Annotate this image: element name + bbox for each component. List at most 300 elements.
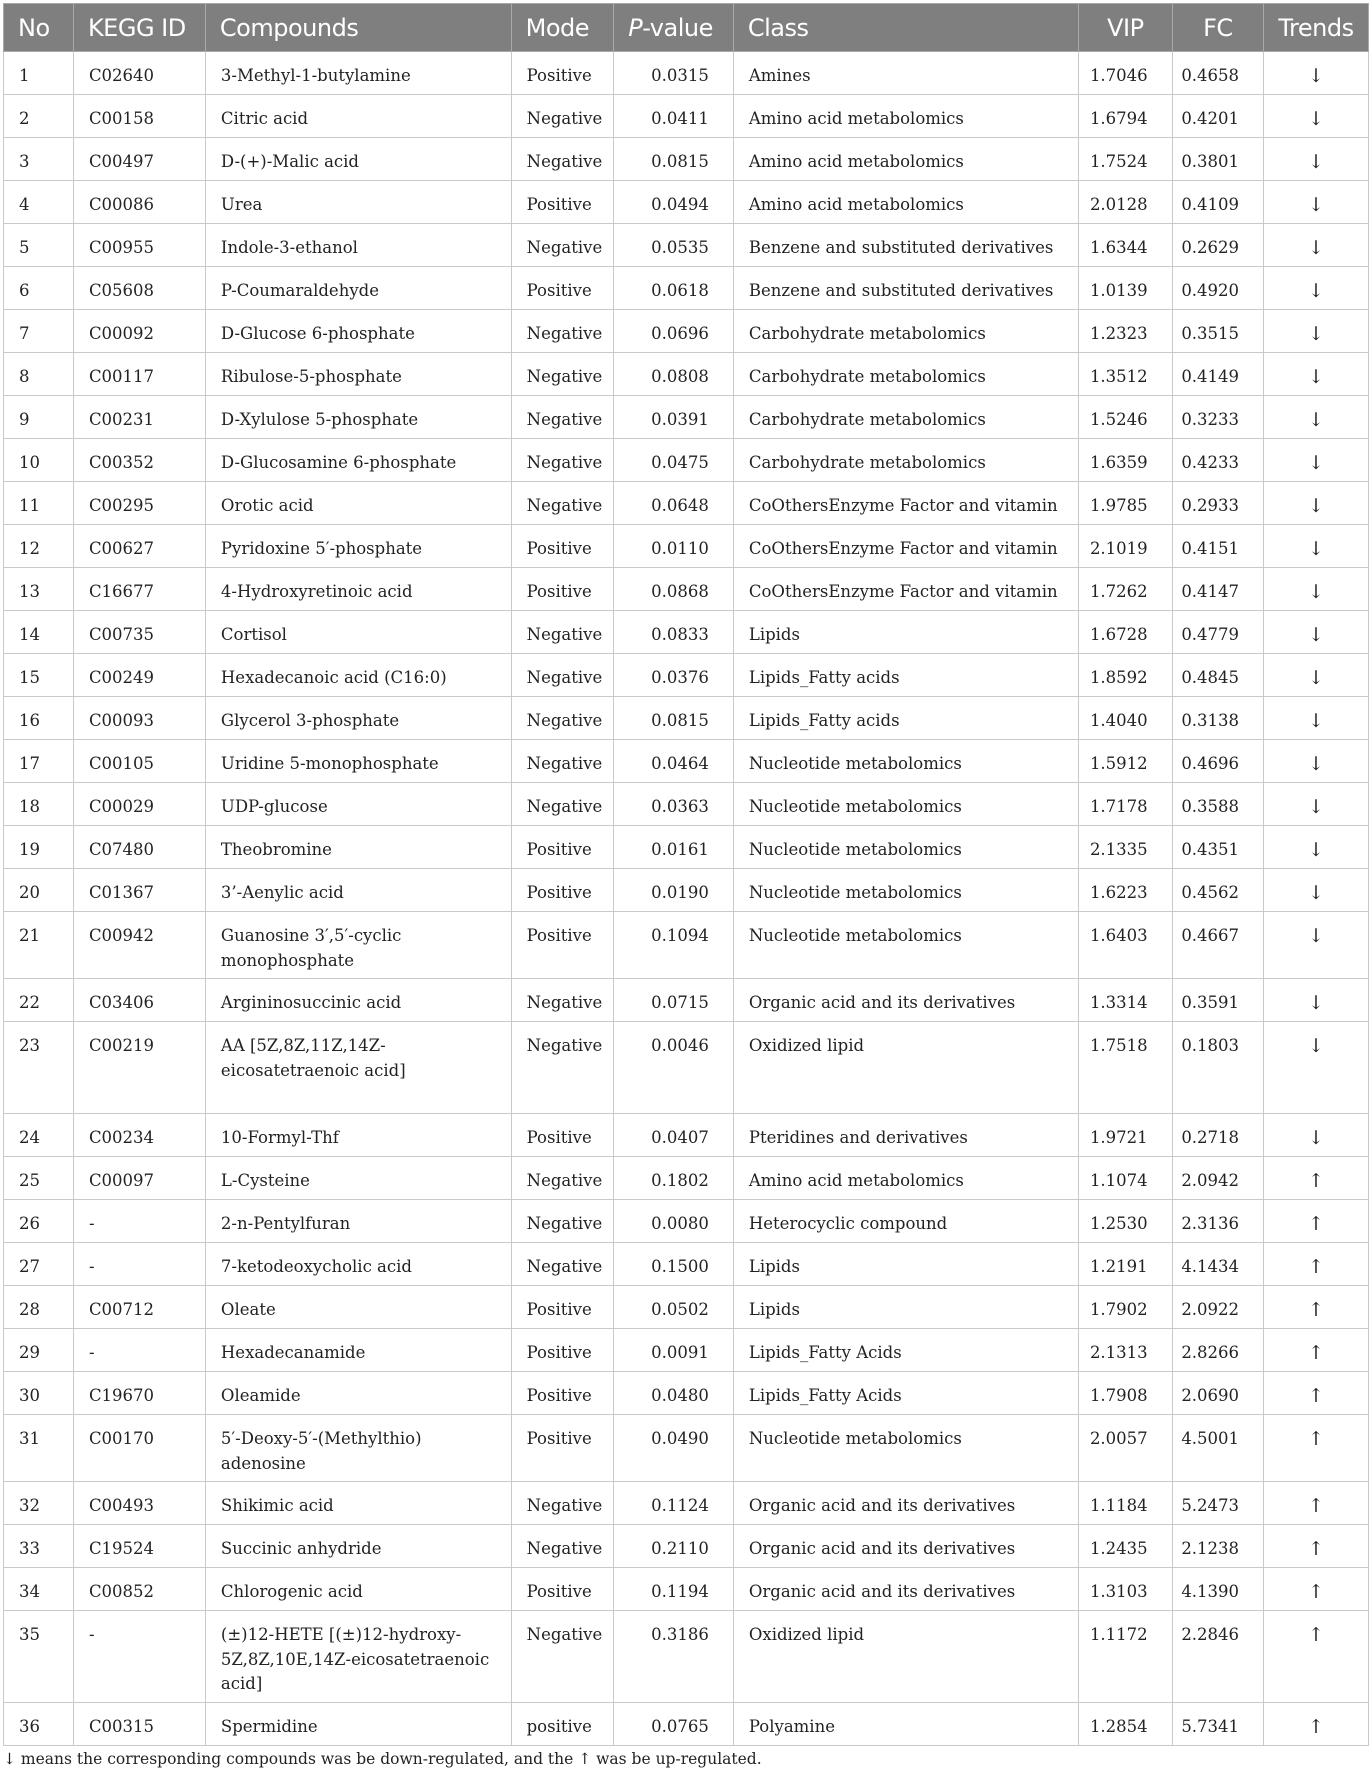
cell-trend: ↓ xyxy=(1264,912,1369,979)
cell-fc: 0.4147 xyxy=(1172,568,1263,611)
cell-compound: 5′-Deoxy-5′-(Methylthio) adenosine xyxy=(205,1415,511,1482)
cell-trend: ↓ xyxy=(1264,740,1369,783)
cell-compound: Shikimic acid xyxy=(205,1482,511,1525)
cell-no: 23 xyxy=(4,1022,74,1114)
cell-fc: 0.4779 xyxy=(1172,611,1263,654)
cell-compound: Cortisol xyxy=(205,611,511,654)
cell-no: 2 xyxy=(4,95,74,138)
cell-trend: ↑ xyxy=(1264,1611,1369,1703)
cell-kegg-id: C00231 xyxy=(73,396,205,439)
cell-fc: 0.1803 xyxy=(1172,1022,1263,1114)
cell-trend: ↓ xyxy=(1264,525,1369,568)
cell-p-value: 0.0091 xyxy=(614,1329,734,1372)
cell-kegg-id: C00712 xyxy=(73,1286,205,1329)
cell-no: 24 xyxy=(4,1114,74,1157)
table-footnote: ↓ means the corresponding compounds was be down-regulated, and the ↑ was be up-regulated. xyxy=(3,1750,762,1768)
cell-no: 32 xyxy=(4,1482,74,1525)
cell-no: 31 xyxy=(4,1415,74,1482)
cell-vip: 1.1172 xyxy=(1079,1611,1173,1703)
cell-fc: 0.4233 xyxy=(1172,439,1263,482)
cell-p-value: 0.3186 xyxy=(614,1611,734,1703)
cell-p-value: 0.0494 xyxy=(614,181,734,224)
cell-p-value: 0.0110 xyxy=(614,525,734,568)
cell-mode: Negative xyxy=(511,783,614,826)
cell-compound: Oleate xyxy=(205,1286,511,1329)
cell-class: Amino acid metabolomics xyxy=(733,1157,1078,1200)
cell-class: Nucleotide metabolomics xyxy=(733,783,1078,826)
cell-compound: Argininosuccinic acid xyxy=(205,979,511,1022)
table-body xyxy=(4,52,1369,1746)
cell-vip: 1.2854 xyxy=(1079,1703,1173,1746)
table-row xyxy=(4,740,1369,783)
cell-compound: D-Glucosamine 6-phosphate xyxy=(205,439,511,482)
cell-class: Lipids_Fatty acids xyxy=(733,697,1078,740)
cell-vip: 1.3103 xyxy=(1079,1568,1173,1611)
table-row xyxy=(4,439,1369,482)
cell-fc: 2.1238 xyxy=(1172,1525,1263,1568)
cell-mode: Negative xyxy=(511,224,614,267)
header-mode: Mode xyxy=(511,4,614,52)
cell-mode: Positive xyxy=(511,525,614,568)
cell-fc: 2.8266 xyxy=(1172,1329,1263,1372)
table-row xyxy=(4,654,1369,697)
cell-no: 34 xyxy=(4,1568,74,1611)
cell-compound: Chlorogenic acid xyxy=(205,1568,511,1611)
cell-p-value: 0.0490 xyxy=(614,1415,734,1482)
cell-no: 4 xyxy=(4,181,74,224)
cell-vip: 1.6359 xyxy=(1079,439,1173,482)
cell-mode: Negative xyxy=(511,1611,614,1703)
cell-kegg-id: C00627 xyxy=(73,525,205,568)
cell-no: 8 xyxy=(4,353,74,396)
cell-p-value: 0.0464 xyxy=(614,740,734,783)
cell-class: Lipids xyxy=(733,611,1078,654)
cell-compound: Pyridoxine 5′-phosphate xyxy=(205,525,511,568)
cell-no: 20 xyxy=(4,869,74,912)
cell-mode: Negative xyxy=(511,95,614,138)
cell-mode: Negative xyxy=(511,1200,614,1243)
cell-p-value: 0.0161 xyxy=(614,826,734,869)
cell-fc: 2.2846 xyxy=(1172,1611,1263,1703)
cell-trend: ↑ xyxy=(1264,1482,1369,1525)
compounds-table xyxy=(3,3,1369,1746)
cell-class: Nucleotide metabolomics xyxy=(733,826,1078,869)
cell-class: Lipids xyxy=(733,1286,1078,1329)
cell-p-value: 0.0815 xyxy=(614,697,734,740)
cell-vip: 2.1313 xyxy=(1079,1329,1173,1372)
cell-p-value: 0.0648 xyxy=(614,482,734,525)
cell-kegg-id: C01367 xyxy=(73,869,205,912)
table-row xyxy=(4,1114,1369,1157)
cell-no: 21 xyxy=(4,912,74,979)
cell-fc: 0.4920 xyxy=(1172,267,1263,310)
cell-fc: 4.1434 xyxy=(1172,1243,1263,1286)
cell-kegg-id: C00249 xyxy=(73,654,205,697)
table-row xyxy=(4,1525,1369,1568)
cell-p-value: 0.0376 xyxy=(614,654,734,697)
cell-compound: 4-Hydroxyretinoic acid xyxy=(205,568,511,611)
cell-mode: Negative xyxy=(511,310,614,353)
table-row xyxy=(4,1703,1369,1746)
cell-vip: 2.0128 xyxy=(1079,181,1173,224)
cell-compound: Orotic acid xyxy=(205,482,511,525)
cell-p-value: 0.0363 xyxy=(614,783,734,826)
cell-kegg-id: C00497 xyxy=(73,138,205,181)
header-no: No xyxy=(4,4,74,52)
cell-vip: 1.7262 xyxy=(1079,568,1173,611)
table-row xyxy=(4,697,1369,740)
cell-class: Heterocyclic compound xyxy=(733,1200,1078,1243)
cell-trend: ↓ xyxy=(1264,396,1369,439)
cell-vip: 1.6728 xyxy=(1079,611,1173,654)
cell-compound: P-Coumaraldehyde xyxy=(205,267,511,310)
cell-class: Organic acid and its derivatives xyxy=(733,1482,1078,1525)
cell-fc: 5.7341 xyxy=(1172,1703,1263,1746)
cell-vip: 1.2435 xyxy=(1079,1525,1173,1568)
cell-no: 30 xyxy=(4,1372,74,1415)
cell-mode: Negative xyxy=(511,482,614,525)
cell-trend: ↓ xyxy=(1264,697,1369,740)
cell-kegg-id: C00117 xyxy=(73,353,205,396)
header-p-value xyxy=(614,4,734,52)
cell-mode: Negative xyxy=(511,979,614,1022)
cell-class: Oxidized lipid xyxy=(733,1611,1078,1703)
cell-p-value: 0.2110 xyxy=(614,1525,734,1568)
cell-mode: Positive xyxy=(511,1286,614,1329)
cell-trend: ↓ xyxy=(1264,439,1369,482)
cell-compound: D-Glucose 6-phosphate xyxy=(205,310,511,353)
header-p-suffix: -value xyxy=(642,13,713,42)
cell-kegg-id: C02640 xyxy=(73,52,205,95)
cell-class: Organic acid and its derivatives xyxy=(733,1568,1078,1611)
cell-class: Organic acid and its derivatives xyxy=(733,1525,1078,1568)
cell-compound: Oleamide xyxy=(205,1372,511,1415)
cell-mode: Positive xyxy=(511,52,614,95)
cell-no: 18 xyxy=(4,783,74,826)
cell-fc: 0.4109 xyxy=(1172,181,1263,224)
cell-vip: 1.2191 xyxy=(1079,1243,1173,1286)
cell-p-value: 0.0407 xyxy=(614,1114,734,1157)
cell-kegg-id: C05608 xyxy=(73,267,205,310)
cell-trend: ↑ xyxy=(1264,1568,1369,1611)
cell-kegg-id: C16677 xyxy=(73,568,205,611)
cell-trend: ↓ xyxy=(1264,267,1369,310)
cell-class: Nucleotide metabolomics xyxy=(733,869,1078,912)
cell-compound: L-Cysteine xyxy=(205,1157,511,1200)
cell-p-value: 0.1802 xyxy=(614,1157,734,1200)
cell-kegg-id: C00092 xyxy=(73,310,205,353)
cell-mode: Positive xyxy=(511,1114,614,1157)
cell-trend: ↑ xyxy=(1264,1703,1369,1746)
cell-mode: Negative xyxy=(511,1022,614,1114)
table-row xyxy=(4,783,1369,826)
cell-vip: 1.0139 xyxy=(1079,267,1173,310)
cell-trend: ↑ xyxy=(1264,1286,1369,1329)
cell-p-value: 0.0868 xyxy=(614,568,734,611)
cell-kegg-id: - xyxy=(73,1243,205,1286)
cell-class: Lipids_Fatty acids xyxy=(733,654,1078,697)
table-row xyxy=(4,138,1369,181)
cell-mode: Positive xyxy=(511,1372,614,1415)
cell-mode: Negative xyxy=(511,654,614,697)
cell-mode: Negative xyxy=(511,439,614,482)
cell-fc: 0.4845 xyxy=(1172,654,1263,697)
cell-trend: ↓ xyxy=(1264,568,1369,611)
cell-class: Amino acid metabolomics xyxy=(733,95,1078,138)
header-class: Class xyxy=(733,4,1078,52)
cell-vip: 1.1184 xyxy=(1079,1482,1173,1525)
cell-trend: ↓ xyxy=(1264,979,1369,1022)
cell-kegg-id: C00295 xyxy=(73,482,205,525)
cell-class: Nucleotide metabolomics xyxy=(733,740,1078,783)
cell-compound: AA [5Z,8Z,11Z,14Z-eicosatetraenoic acid] xyxy=(205,1022,511,1114)
cell-vip: 1.2530 xyxy=(1079,1200,1173,1243)
cell-class: Polyamine xyxy=(733,1703,1078,1746)
cell-vip: 1.7046 xyxy=(1079,52,1173,95)
cell-fc: 2.0922 xyxy=(1172,1286,1263,1329)
cell-vip: 1.7524 xyxy=(1079,138,1173,181)
cell-vip: 1.6794 xyxy=(1079,95,1173,138)
cell-compound: Succinic anhydride xyxy=(205,1525,511,1568)
cell-no: 36 xyxy=(4,1703,74,1746)
table-row xyxy=(4,1022,1369,1114)
table-row xyxy=(4,1157,1369,1200)
cell-vip: 1.6344 xyxy=(1079,224,1173,267)
table-row xyxy=(4,869,1369,912)
cell-no: 6 xyxy=(4,267,74,310)
table-row xyxy=(4,1415,1369,1482)
cell-no: 9 xyxy=(4,396,74,439)
cell-p-value: 0.0715 xyxy=(614,979,734,1022)
cell-kegg-id: C00234 xyxy=(73,1114,205,1157)
cell-class: Carbohydrate metabolomics xyxy=(733,310,1078,353)
cell-trend: ↓ xyxy=(1264,138,1369,181)
cell-no: 7 xyxy=(4,310,74,353)
cell-fc: 0.3588 xyxy=(1172,783,1263,826)
table-row xyxy=(4,95,1369,138)
table-row xyxy=(4,1329,1369,1372)
cell-mode: Positive xyxy=(511,912,614,979)
cell-fc: 2.3136 xyxy=(1172,1200,1263,1243)
cell-vip: 1.6223 xyxy=(1079,869,1173,912)
cell-trend: ↑ xyxy=(1264,1200,1369,1243)
cell-fc: 0.4696 xyxy=(1172,740,1263,783)
cell-vip: 1.7178 xyxy=(1079,783,1173,826)
cell-vip: 1.5912 xyxy=(1079,740,1173,783)
cell-mode: Positive xyxy=(511,267,614,310)
cell-trend: ↓ xyxy=(1264,224,1369,267)
cell-class: CoOthersEnzyme Factor and vitamin xyxy=(733,568,1078,611)
cell-mode: Negative xyxy=(511,1243,614,1286)
cell-p-value: 0.0696 xyxy=(614,310,734,353)
cell-trend: ↑ xyxy=(1264,1157,1369,1200)
cell-p-value: 0.0765 xyxy=(614,1703,734,1746)
cell-fc: 0.4658 xyxy=(1172,52,1263,95)
cell-trend: ↑ xyxy=(1264,1372,1369,1415)
table-row xyxy=(4,396,1369,439)
cell-trend: ↓ xyxy=(1264,826,1369,869)
cell-vip: 2.1335 xyxy=(1079,826,1173,869)
cell-fc: 0.4667 xyxy=(1172,912,1263,979)
cell-compound: Hexadecanoic acid (C16:0) xyxy=(205,654,511,697)
cell-kegg-id: - xyxy=(73,1329,205,1372)
cell-kegg-id: C00735 xyxy=(73,611,205,654)
cell-p-value: 0.1094 xyxy=(614,912,734,979)
cell-trend: ↓ xyxy=(1264,654,1369,697)
cell-fc: 4.5001 xyxy=(1172,1415,1263,1482)
header-compounds: Compounds xyxy=(205,4,511,52)
cell-compound: Theobromine xyxy=(205,826,511,869)
table-row xyxy=(4,611,1369,654)
cell-mode: Negative xyxy=(511,396,614,439)
cell-class: Oxidized lipid xyxy=(733,1022,1078,1114)
cell-compound: D-(+)-Malic acid xyxy=(205,138,511,181)
cell-vip: 1.6403 xyxy=(1079,912,1173,979)
cell-trend: ↑ xyxy=(1264,1243,1369,1286)
cell-compound: D-Xylulose 5-phosphate xyxy=(205,396,511,439)
cell-vip: 2.1019 xyxy=(1079,525,1173,568)
cell-kegg-id: C03406 xyxy=(73,979,205,1022)
cell-vip: 1.3512 xyxy=(1079,353,1173,396)
cell-mode: Negative xyxy=(511,1525,614,1568)
cell-class: Lipids_Fatty Acids xyxy=(733,1372,1078,1415)
cell-p-value: 0.0480 xyxy=(614,1372,734,1415)
cell-p-value: 0.0391 xyxy=(614,396,734,439)
cell-vip: 1.9721 xyxy=(1079,1114,1173,1157)
data-table-container xyxy=(3,3,1369,1746)
cell-trend: ↑ xyxy=(1264,1415,1369,1482)
cell-compound: Spermidine xyxy=(205,1703,511,1746)
cell-compound: Urea xyxy=(205,181,511,224)
cell-p-value: 0.0411 xyxy=(614,95,734,138)
cell-no: 26 xyxy=(4,1200,74,1243)
header-kegg-id: KEGG ID xyxy=(73,4,205,52)
cell-vip: 1.7518 xyxy=(1079,1022,1173,1114)
cell-class: Pteridines and derivatives xyxy=(733,1114,1078,1157)
cell-no: 17 xyxy=(4,740,74,783)
cell-trend: ↓ xyxy=(1264,52,1369,95)
cell-compound: 3’-Aenylic acid xyxy=(205,869,511,912)
cell-compound: UDP-glucose xyxy=(205,783,511,826)
cell-mode: Positive xyxy=(511,1329,614,1372)
cell-fc: 0.4351 xyxy=(1172,826,1263,869)
cell-class: CoOthersEnzyme Factor and vitamin xyxy=(733,482,1078,525)
cell-mode: Positive xyxy=(511,869,614,912)
table-row xyxy=(4,52,1369,95)
cell-trend: ↓ xyxy=(1264,353,1369,396)
table-row xyxy=(4,525,1369,568)
cell-trend: ↑ xyxy=(1264,1329,1369,1372)
cell-class: Lipids xyxy=(733,1243,1078,1286)
cell-vip: 1.7908 xyxy=(1079,1372,1173,1415)
table-row xyxy=(4,310,1369,353)
cell-kegg-id: C00093 xyxy=(73,697,205,740)
cell-no: 13 xyxy=(4,568,74,611)
cell-trend: ↓ xyxy=(1264,482,1369,525)
cell-no: 12 xyxy=(4,525,74,568)
cell-p-value: 0.0315 xyxy=(614,52,734,95)
table-header xyxy=(4,4,1369,52)
cell-compound: 10-Formyl-Thf xyxy=(205,1114,511,1157)
cell-fc: 5.2473 xyxy=(1172,1482,1263,1525)
cell-compound: 3-Methyl-1-butylamine xyxy=(205,52,511,95)
cell-vip: 1.8592 xyxy=(1079,654,1173,697)
cell-class: Nucleotide metabolomics xyxy=(733,912,1078,979)
cell-fc: 0.4151 xyxy=(1172,525,1263,568)
cell-trend: ↑ xyxy=(1264,1525,1369,1568)
cell-mode: positive xyxy=(511,1703,614,1746)
cell-no: 25 xyxy=(4,1157,74,1200)
cell-mode: Positive xyxy=(511,568,614,611)
cell-trend: ↓ xyxy=(1264,1114,1369,1157)
cell-kegg-id: C07480 xyxy=(73,826,205,869)
cell-class: Amines xyxy=(733,52,1078,95)
cell-fc: 0.3801 xyxy=(1172,138,1263,181)
cell-class: Amino acid metabolomics xyxy=(733,138,1078,181)
cell-compound: (±)12-HETE [(±)12-hydroxy-5Z,8Z,10E,14Z-eicosatetraenoic acid] xyxy=(205,1611,511,1703)
cell-mode: Negative xyxy=(511,740,614,783)
table-row xyxy=(4,1286,1369,1329)
cell-trend: ↓ xyxy=(1264,869,1369,912)
cell-kegg-id: C00955 xyxy=(73,224,205,267)
table-row xyxy=(4,568,1369,611)
cell-kegg-id: C00352 xyxy=(73,439,205,482)
table-row xyxy=(4,1482,1369,1525)
cell-no: 3 xyxy=(4,138,74,181)
cell-kegg-id: C00493 xyxy=(73,1482,205,1525)
table-row xyxy=(4,979,1369,1022)
cell-class: Amino acid metabolomics xyxy=(733,181,1078,224)
cell-compound: Hexadecanamide xyxy=(205,1329,511,1372)
cell-p-value: 0.0080 xyxy=(614,1200,734,1243)
table-row xyxy=(4,912,1369,979)
cell-p-value: 0.0502 xyxy=(614,1286,734,1329)
header-trends: Trends xyxy=(1264,4,1369,52)
cell-p-value: 0.0475 xyxy=(614,439,734,482)
cell-trend: ↓ xyxy=(1264,1022,1369,1114)
cell-class: Benzene and substituted derivatives xyxy=(733,224,1078,267)
table-row xyxy=(4,353,1369,396)
cell-mode: Negative xyxy=(511,353,614,396)
cell-mode: Negative xyxy=(511,138,614,181)
cell-mode: Negative xyxy=(511,1482,614,1525)
cell-p-value: 0.0815 xyxy=(614,138,734,181)
cell-no: 15 xyxy=(4,654,74,697)
cell-mode: Negative xyxy=(511,1157,614,1200)
cell-class: CoOthersEnzyme Factor and vitamin xyxy=(733,525,1078,568)
cell-class: Lipids_Fatty Acids xyxy=(733,1329,1078,1372)
cell-no: 16 xyxy=(4,697,74,740)
table-row xyxy=(4,1243,1369,1286)
table-row xyxy=(4,482,1369,525)
cell-no: 14 xyxy=(4,611,74,654)
cell-fc: 0.3515 xyxy=(1172,310,1263,353)
table-row xyxy=(4,826,1369,869)
cell-no: 5 xyxy=(4,224,74,267)
cell-vip: 2.0057 xyxy=(1079,1415,1173,1482)
cell-no: 35 xyxy=(4,1611,74,1703)
cell-p-value: 0.0535 xyxy=(614,224,734,267)
header-fc: FC xyxy=(1172,4,1263,52)
cell-vip: 1.3314 xyxy=(1079,979,1173,1022)
cell-compound: Guanosine 3′,5′-cyclic monophosphate xyxy=(205,912,511,979)
cell-mode: Positive xyxy=(511,1415,614,1482)
cell-trend: ↓ xyxy=(1264,181,1369,224)
header-vip: VIP xyxy=(1079,4,1173,52)
cell-compound: Citric acid xyxy=(205,95,511,138)
cell-compound: Ribulose-5-phosphate xyxy=(205,353,511,396)
cell-vip: 1.9785 xyxy=(1079,482,1173,525)
